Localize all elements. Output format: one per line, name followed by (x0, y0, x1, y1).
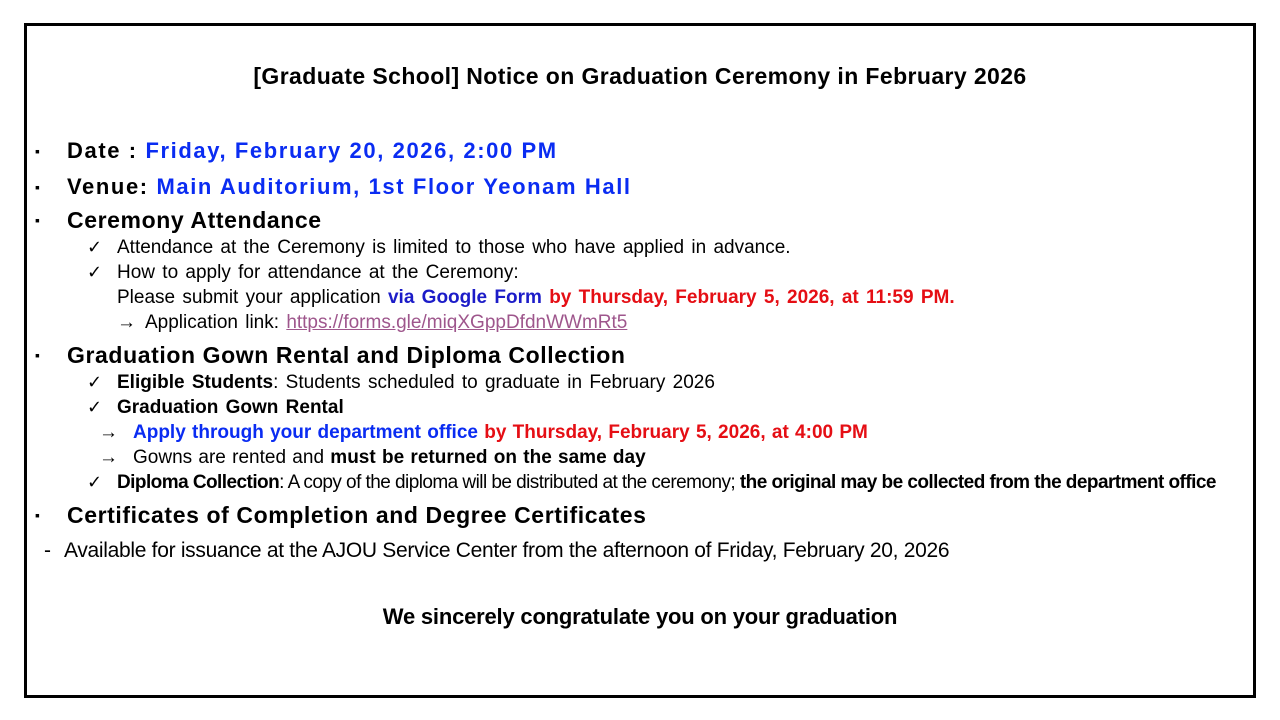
gown-return-bold: must be returned on the same day (330, 447, 646, 468)
notice-frame (24, 23, 1256, 698)
venue-label: Venue: (67, 174, 149, 199)
dash-icon: - (44, 539, 51, 562)
attendance-limit-row (27, 235, 1253, 260)
how-to-apply-text: How to apply for attendance at the Ceremony: (117, 262, 519, 283)
check-icon: ✓ (87, 237, 103, 257)
gown-rental-row (27, 395, 1253, 420)
attendance-limit-note: Attendance at the Ceremony is limited to those who have applied in advance. (117, 237, 791, 258)
gown-rental-label: Graduation Gown Rental (117, 397, 344, 418)
square-bullet-icon: ▪ (35, 179, 40, 195)
certificates-note: Available for issuance at the AJOU Service Center from the afternoon of Friday, February 20, 2026 (64, 539, 950, 562)
date-value: Friday, February 20, 2026, 2:00 PM (145, 138, 558, 163)
gown-heading-row (27, 340, 1253, 370)
application-link-label: Application link: (145, 312, 280, 333)
venue-value: Main Auditorium, 1st Floor Yeonam Hall (156, 174, 632, 199)
date-row (27, 133, 1253, 169)
gown-return-prefix: Gowns are rented and (133, 447, 325, 468)
diploma-collection-line (117, 470, 1253, 495)
venue-line (67, 169, 1253, 205)
certificates-heading: Certificates of Completion and Degree Certificates (67, 502, 647, 528)
gown-heading: Graduation Gown Rental and Diploma Collection (67, 342, 626, 368)
congratulation-message: We sincerely congratulate you on your graduation (382, 604, 898, 629)
how-to-apply-row (27, 260, 1253, 285)
eligible-students-line (117, 370, 1253, 395)
diploma-collection-text: : A copy of the diploma will be distributed at the ceremony; (279, 472, 736, 493)
gown-apply-method: Apply through your department office (133, 422, 478, 443)
check-icon: ✓ (87, 262, 103, 282)
arrow-icon: → (99, 447, 118, 468)
eligible-students-row (27, 370, 1253, 395)
venue-row (27, 169, 1253, 205)
check-icon: ✓ (87, 372, 103, 392)
check-icon: ✓ (87, 397, 103, 417)
gown-return-row (27, 445, 1253, 470)
square-bullet-icon: ▪ (35, 347, 40, 363)
check-icon: ✓ (87, 472, 102, 492)
submit-prefix: Please submit your application (117, 287, 381, 308)
diploma-collection-label: Diploma Collection (117, 472, 280, 493)
date-label: Date : (67, 138, 138, 163)
diploma-collection-row (27, 470, 1253, 495)
gown-apply-deadline: by Thursday, February 5, 2026, at 4:00 PM (484, 422, 868, 443)
application-link-row (27, 310, 1253, 335)
certificates-note-row (27, 537, 1253, 565)
submit-deadline: by Thursday, February 5, 2026, at 11:59 PM. (549, 287, 955, 308)
attendance-heading-row (27, 205, 1253, 235)
application-link-line (145, 310, 1253, 335)
eligible-students-text: : Students scheduled to graduate in February 2026 (273, 372, 715, 393)
application-link[interactable]: https://forms.gle/miqXGppDfdnWWmRt5 (286, 312, 628, 333)
submit-method: via Google Form (387, 287, 542, 308)
arrow-icon: → (117, 312, 136, 333)
eligible-students-label: Eligible Students (117, 372, 274, 393)
square-bullet-icon: ▪ (35, 212, 40, 228)
gown-apply-line (133, 420, 1253, 445)
gown-rental-heading (117, 395, 1253, 420)
page-title: [Graduate School] Notice on Graduation Ceremony in February 2026 (253, 63, 1027, 89)
gown-return-line (133, 445, 1253, 470)
attendance-heading: Ceremony Attendance (67, 207, 322, 233)
submit-instruction-line (117, 285, 1253, 310)
diploma-collection-bold: the original may be collected from the department office (739, 472, 1216, 493)
submit-instruction-row (27, 285, 1253, 310)
arrow-icon: → (99, 422, 118, 443)
square-bullet-icon: ▪ (35, 507, 40, 523)
date-line (67, 133, 1253, 169)
certificates-heading-row (27, 500, 1253, 530)
square-bullet-icon: ▪ (35, 143, 40, 159)
gown-apply-row (27, 420, 1253, 445)
